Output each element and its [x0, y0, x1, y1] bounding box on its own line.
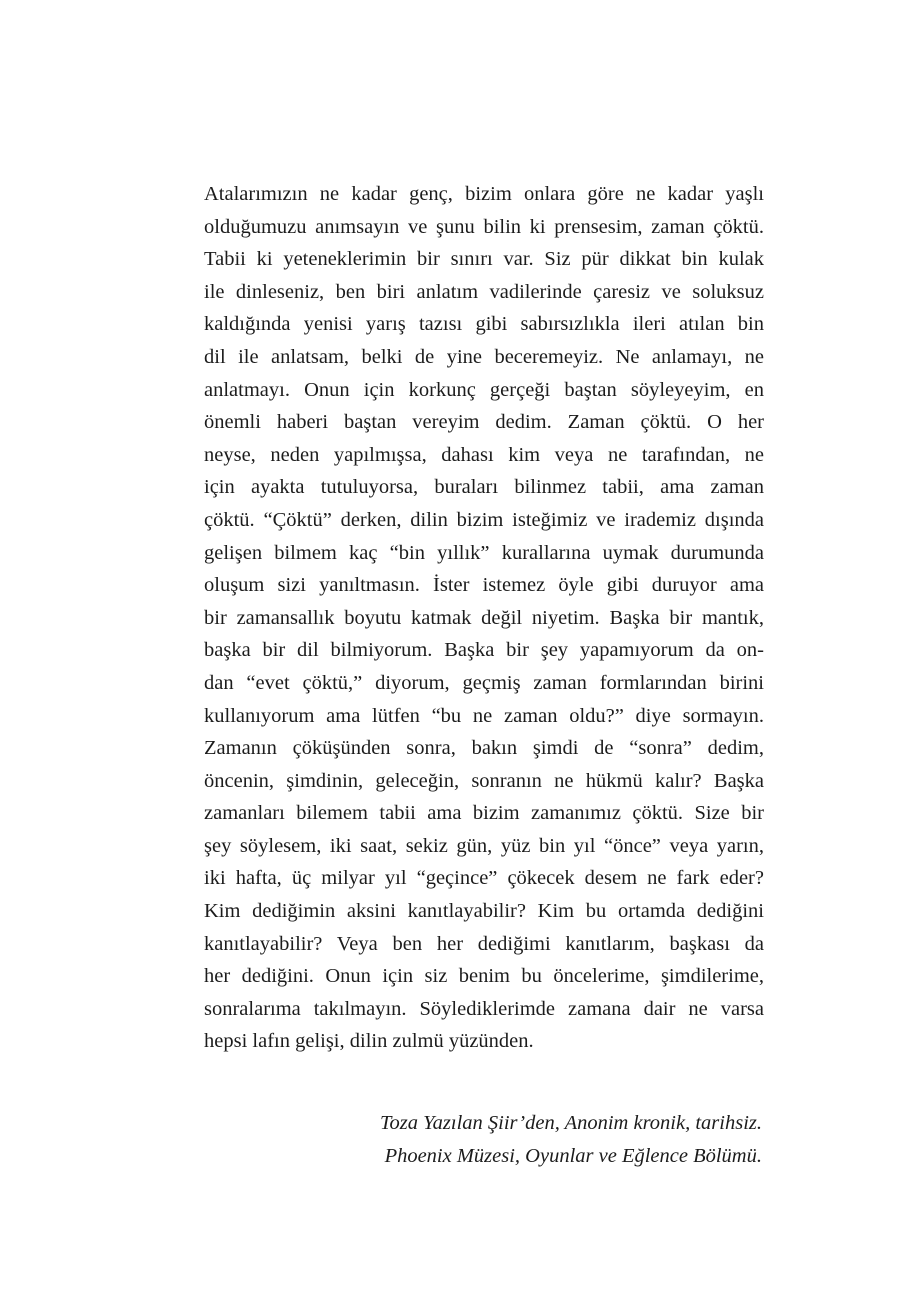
passage-line: sonralarıma takılmayın. Söylediklerimde zamana dair ne varsa [204, 997, 764, 1020]
passage-line: her dediğini. Onun için siz benim bu öncelerime, şimdilerime, [204, 965, 764, 988]
passage-line: Zamanın çöküşünden sonra, bakın şimdi de “sonra” dedim, [204, 737, 764, 760]
passage-line: kaldığında yenisi yarış tazısı gibi sabırsızlıkla ileri atılan bin [204, 313, 764, 336]
passage-line: öncenin, şimdinin, geleceğin, sonranın ne hükmü kalır? Başka [204, 769, 764, 792]
passage-line: Kim dediğimin aksini kanıtlayabilir? Kim bu ortamda dediğini [204, 900, 764, 923]
passage-line: önemli haberi baştan vereyim dedim. Zaman çöktü. O her [204, 411, 764, 434]
passage-line: iki hafta, üç milyar yıl “geçince” çökecek desem ne fark eder? [204, 867, 764, 890]
passage-line: başka bir dil bilmiyorum. Başka bir şey yapamıyorum da on- [204, 639, 764, 662]
passage-line: zamanları bilemem tabii ama bizim zamanımız çöktü. Size bir [204, 802, 764, 825]
passage-line: kullanıyorum ama lütfen “bu ne zaman oldu?” diye sormayın. [204, 704, 764, 727]
passage-line: dil ile anlatsam, belki de yine beceremeyiz. Ne anlamayı, ne [204, 345, 764, 368]
passage-line: oluşum sizi yanıltmasın. İster istemez öyle gibi duruyor ama [204, 574, 764, 597]
passage-line: bir zamansallık boyutu katmak değil niyetim. Başka bir mantık, [204, 606, 764, 629]
attribution-block [202, 1107, 762, 1172]
passage-paragraph [204, 178, 764, 1058]
passage-line: dan “evet çöktü,” diyorum, geçmiş zaman formlarından birini [204, 671, 764, 694]
passage-line: hepsi lafın gelişi, dilin zulmü yüzünden. [204, 1030, 534, 1053]
passage-line: kanıtlayabilir? Veya ben her dediğimi kanıtlarım, başkası da [204, 932, 764, 955]
passage-line: ile dinleseniz, ben biri anlatım vadilerinde çaresiz ve soluksuz [204, 280, 764, 303]
passage-line: Tabii ki yeteneklerimin bir sınırı var. Siz pür dikkat bin kulak [204, 248, 764, 271]
passage-line: için ayakta tutuluyorsa, buraları bilinmez tabii, ama zaman [204, 476, 764, 499]
passage-line: Atalarımızın ne kadar genç, bizim onlara göre ne kadar yaşlı [204, 183, 764, 205]
passage-line: şey söylesem, iki saat, sekiz gün, yüz bin yıl “önce” veya yarın, [204, 834, 764, 857]
passage-line: gelişen bilmem kaç “bin yıllık” kurallarına uymak durumunda [204, 541, 764, 564]
passage-line: olduğumuzu anımsayın ve şunu bilin ki prensesim, zaman çöktü. [204, 215, 764, 238]
passage-line: çöktü. “Çöktü” derken, dilin bizim isteğimiz ve irademiz dışında [204, 508, 764, 531]
attribution-source: Toza Yazılan Şiir’den, Anonim kronik, tarihsiz. [380, 1112, 762, 1134]
passage-line: neyse, neden yapılmışsa, dahası kim veya ne tarafından, ne [204, 443, 764, 466]
attribution-location: Phoenix Müzesi, Oyunlar ve Eğlence Bölümü. [384, 1144, 762, 1167]
passage-line: anlatmayı. Onun için korkunç gerçeği baştan söyleyeyim, en [204, 378, 764, 401]
